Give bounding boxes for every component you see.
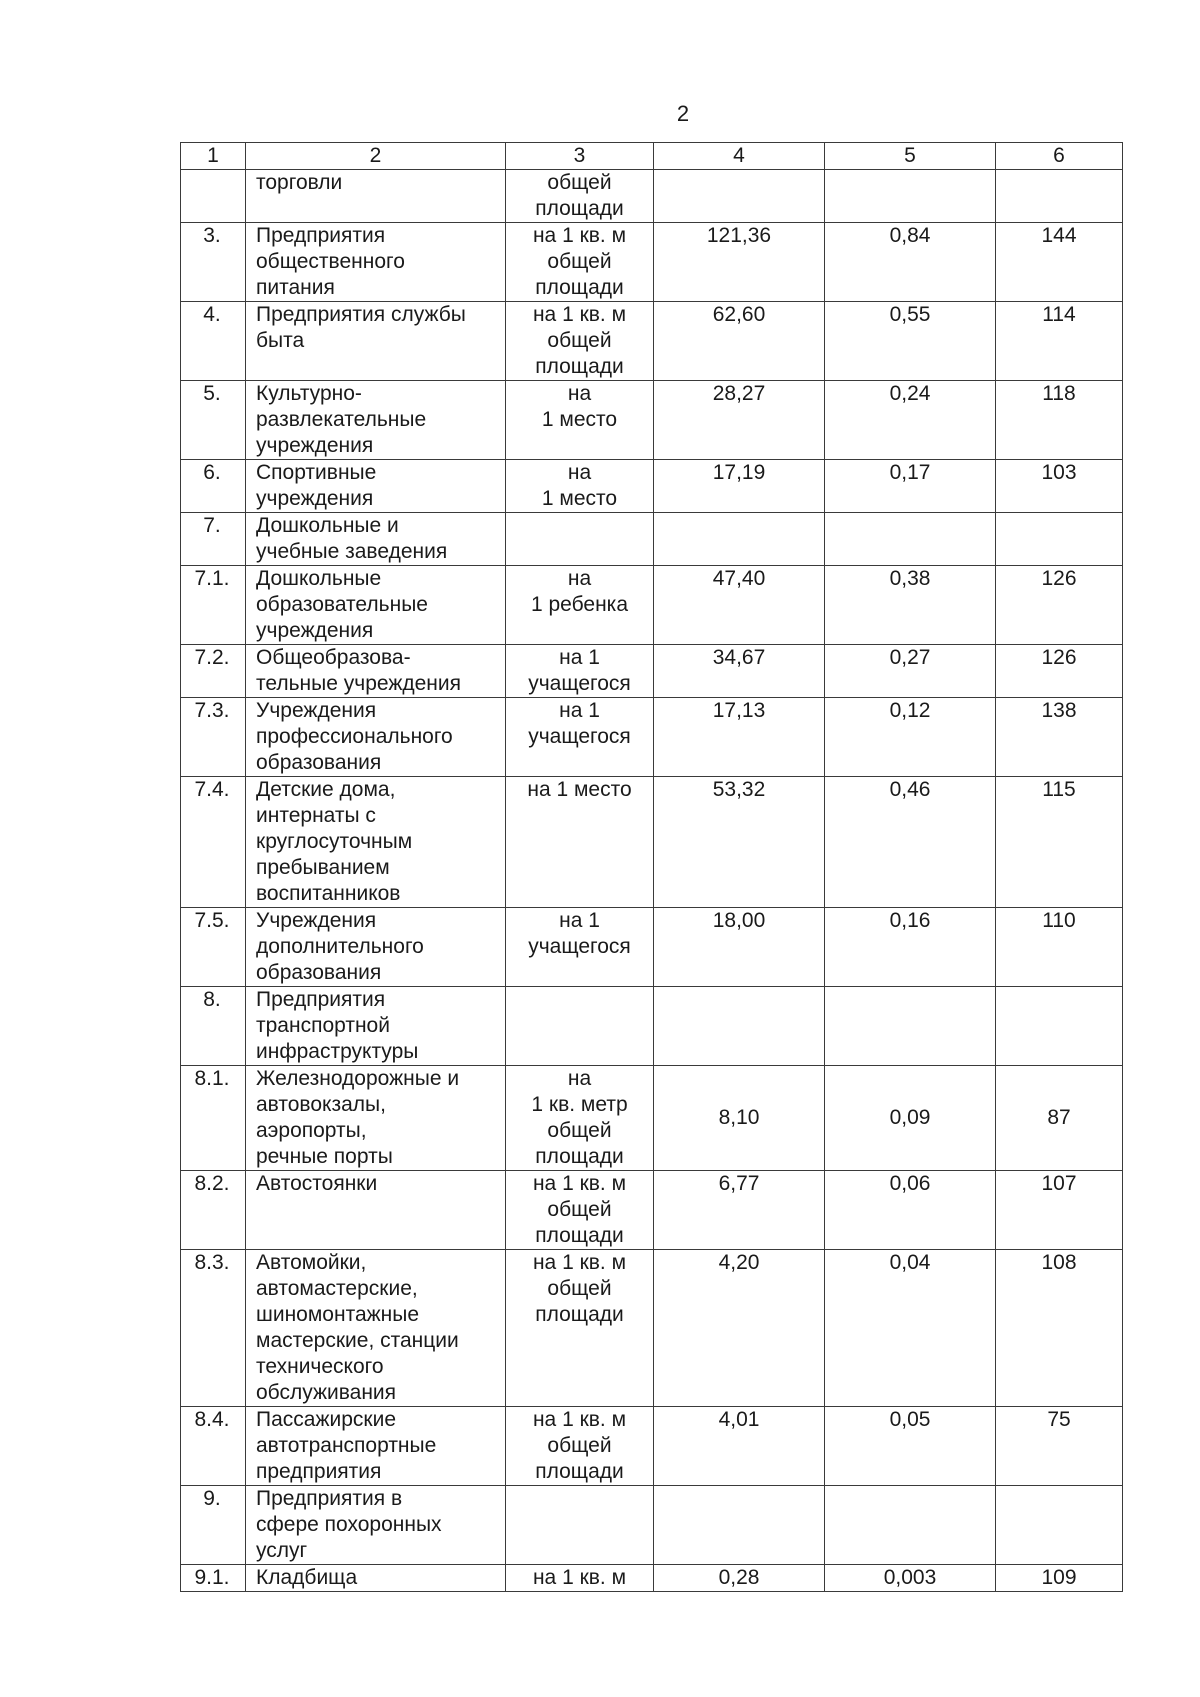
value-col5-cell: [825, 1486, 996, 1565]
column-header: 6: [996, 143, 1123, 170]
facility-name-cell: Спортивные учреждения: [246, 460, 506, 513]
value-col4-cell: 4,20: [654, 1250, 825, 1407]
row-number-cell: 9.: [181, 1486, 246, 1565]
row-number-cell: 7.2.: [181, 645, 246, 698]
unit-cell: на 1 место: [506, 381, 654, 460]
table-row: [181, 1486, 1123, 1565]
value-col5-cell: 0,12: [825, 698, 996, 777]
unit-cell: на 1 место: [506, 460, 654, 513]
column-header: 1: [181, 143, 246, 170]
unit-cell: на 1 ребенка: [506, 566, 654, 645]
value-col5-cell: 0,16: [825, 908, 996, 987]
row-number-cell: 7.5.: [181, 908, 246, 987]
value-col6-cell: 144: [996, 223, 1123, 302]
facility-name-cell: Кладбища: [246, 1565, 506, 1592]
value-col5-cell: 0,003: [825, 1565, 996, 1592]
value-col4-cell: 0,28: [654, 1565, 825, 1592]
table-row: [181, 460, 1123, 513]
facility-name-cell: Предприятия транспортной инфраструктуры: [246, 987, 506, 1066]
value-col4-cell: 53,32: [654, 777, 825, 908]
facility-name-cell: Предприятия в сфере похоронных услуг: [246, 1486, 506, 1565]
table-row: [181, 513, 1123, 566]
column-header: 2: [246, 143, 506, 170]
value-col4-cell: 34,67: [654, 645, 825, 698]
row-number-cell: 8.3.: [181, 1250, 246, 1407]
value-col4-cell: 6,77: [654, 1171, 825, 1250]
table-row: [181, 1066, 1123, 1171]
table-row: [181, 987, 1123, 1066]
value-col6-cell: 107: [996, 1171, 1123, 1250]
table-row: [181, 566, 1123, 645]
table-row: [181, 698, 1123, 777]
unit-cell: на 1 учащегося: [506, 698, 654, 777]
value-col6-cell: 108: [996, 1250, 1123, 1407]
value-col4-cell: [654, 987, 825, 1066]
table-row: [181, 645, 1123, 698]
unit-cell: [506, 513, 654, 566]
value-col4-cell: 17,19: [654, 460, 825, 513]
header-row: [181, 143, 1123, 170]
facility-name-cell: торговли: [246, 170, 506, 223]
value-col4-cell: 47,40: [654, 566, 825, 645]
value-col5-cell: [825, 987, 996, 1066]
table-row: [181, 1171, 1123, 1250]
facility-name-cell: Учреждения дополнительного образования: [246, 908, 506, 987]
value-col4-cell: 8,10: [654, 1066, 825, 1171]
unit-cell: на 1 кв. м общей площади: [506, 302, 654, 381]
value-col5-cell: [825, 513, 996, 566]
value-col5-cell: 0,04: [825, 1250, 996, 1407]
row-number-cell: 7.1.: [181, 566, 246, 645]
value-col5-cell: 0,46: [825, 777, 996, 908]
column-header: 4: [654, 143, 825, 170]
value-col6-cell: [996, 1486, 1123, 1565]
table-row: [181, 1250, 1123, 1407]
facility-name-cell: Дошкольные образовательные учреждения: [246, 566, 506, 645]
value-col4-cell: 4,01: [654, 1407, 825, 1486]
page-number: 2: [676, 101, 690, 126]
value-col5-cell: [825, 170, 996, 223]
column-header: 3: [506, 143, 654, 170]
value-col6-cell: 126: [996, 645, 1123, 698]
row-number-cell: 7.: [181, 513, 246, 566]
value-col5-cell: 0,55: [825, 302, 996, 381]
value-col6-cell: 87: [996, 1066, 1123, 1171]
unit-cell: на 1 учащегося: [506, 908, 654, 987]
row-number-cell: 3.: [181, 223, 246, 302]
facility-name-cell: Автомойки, автомастерские, шиномонтажные мастерские, станции технического обслуживания: [246, 1250, 506, 1407]
row-number-cell: 7.3.: [181, 698, 246, 777]
value-col6-cell: 109: [996, 1565, 1123, 1592]
row-number-cell: 7.4.: [181, 777, 246, 908]
value-col6-cell: 110: [996, 908, 1123, 987]
value-col5-cell: 0,38: [825, 566, 996, 645]
row-number-cell: 8.: [181, 987, 246, 1066]
facility-name-cell: Пассажирские автотранспортные предприятия: [246, 1407, 506, 1486]
column-header: 5: [825, 143, 996, 170]
value-col6-cell: 114: [996, 302, 1123, 381]
value-col4-cell: [654, 170, 825, 223]
facility-name-cell: Дошкольные и учебные заведения: [246, 513, 506, 566]
value-col6-cell: 126: [996, 566, 1123, 645]
value-col5-cell: 0,05: [825, 1407, 996, 1486]
table-row: [181, 908, 1123, 987]
value-col5-cell: 0,84: [825, 223, 996, 302]
facility-name-cell: Учреждения профессионального образования: [246, 698, 506, 777]
value-col4-cell: [654, 513, 825, 566]
facility-name-cell: Предприятия общественного питания: [246, 223, 506, 302]
unit-cell: на 1 кв. м: [506, 1565, 654, 1592]
row-number-cell: 4.: [181, 302, 246, 381]
value-col4-cell: 18,00: [654, 908, 825, 987]
row-number-cell: 5.: [181, 381, 246, 460]
facility-name-cell: Железнодорожные и автовокзалы, аэропорты, речные порты: [246, 1066, 506, 1171]
value-col5-cell: 0,06: [825, 1171, 996, 1250]
value-col4-cell: [654, 1486, 825, 1565]
table-body: [181, 170, 1123, 1592]
unit-cell: на 1 кв. м общей площади: [506, 223, 654, 302]
value-col4-cell: 17,13: [654, 698, 825, 777]
unit-cell: на 1 кв. м общей площади: [506, 1407, 654, 1486]
value-col6-cell: 103: [996, 460, 1123, 513]
value-col5-cell: 0,24: [825, 381, 996, 460]
value-col5-cell: 0,09: [825, 1066, 996, 1171]
facility-name-cell: Детские дома, интернаты с круглосуточным пребыванием воспитанников: [246, 777, 506, 908]
data-table: [180, 142, 1123, 1592]
unit-cell: на 1 место: [506, 777, 654, 908]
facility-name-cell: Предприятия службы быта: [246, 302, 506, 381]
facility-name-cell: Автостоянки: [246, 1171, 506, 1250]
table-row: [181, 170, 1123, 223]
table-row: [181, 381, 1123, 460]
unit-cell: на 1 кв. метр общей площади: [506, 1066, 654, 1171]
value-col4-cell: 121,36: [654, 223, 825, 302]
unit-cell: на 1 учащегося: [506, 645, 654, 698]
value-col6-cell: 75: [996, 1407, 1123, 1486]
value-col6-cell: 115: [996, 777, 1123, 908]
value-col6-cell: [996, 987, 1123, 1066]
table-row: [181, 302, 1123, 381]
facility-name-cell: Общеобразова- тельные учреждения: [246, 645, 506, 698]
unit-cell: [506, 987, 654, 1066]
value-col6-cell: 138: [996, 698, 1123, 777]
row-number-cell: 8.1.: [181, 1066, 246, 1171]
table-row: [181, 223, 1123, 302]
unit-cell: на 1 кв. м общей площади: [506, 1171, 654, 1250]
row-number-cell: 8.4.: [181, 1407, 246, 1486]
value-col4-cell: 62,60: [654, 302, 825, 381]
row-number-cell: 9.1.: [181, 1565, 246, 1592]
row-number-cell: 8.2.: [181, 1171, 246, 1250]
unit-cell: на 1 кв. м общей площади: [506, 1250, 654, 1407]
value-col5-cell: 0,27: [825, 645, 996, 698]
value-col6-cell: [996, 513, 1123, 566]
row-number-cell: 6.: [181, 460, 246, 513]
unit-cell: [506, 1486, 654, 1565]
row-number-cell: [181, 170, 246, 223]
value-col4-cell: 28,27: [654, 381, 825, 460]
facility-name-cell: Культурно- развлекательные учреждения: [246, 381, 506, 460]
table-row: [181, 1565, 1123, 1592]
unit-cell: общей площади: [506, 170, 654, 223]
value-col6-cell: [996, 170, 1123, 223]
table-row: [181, 777, 1123, 908]
table-row: [181, 1407, 1123, 1486]
value-col6-cell: 118: [996, 381, 1123, 460]
value-col5-cell: 0,17: [825, 460, 996, 513]
